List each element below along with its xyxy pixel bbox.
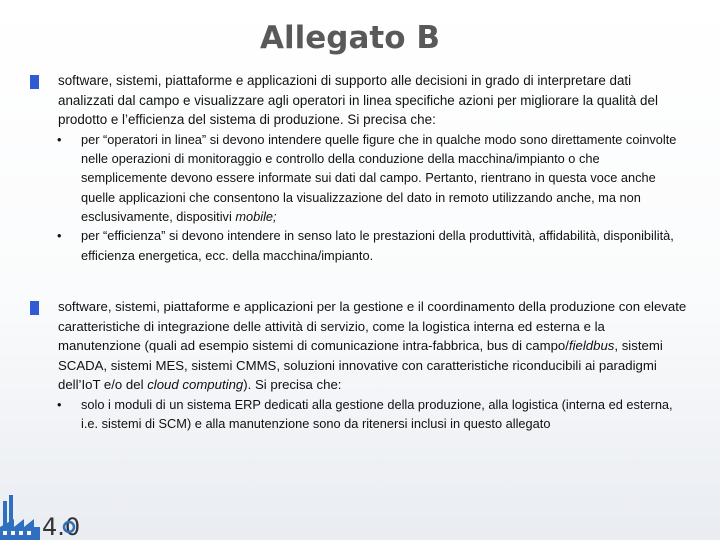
- page-title: Allegato B: [260, 20, 440, 56]
- bullet-icon: •: [57, 131, 62, 147]
- section-paragraph: [58, 71, 688, 130]
- paragraph-note: Si precisa che:: [343, 112, 436, 128]
- industry-logo: [0, 495, 82, 540]
- paragraph-text: , sistemi SCADA, sistemi MES, sistemi CMMS, soluzioni innovative con caratteristiche riconducibili ai paradigmi dell’IoT e/o del: [58, 338, 663, 393]
- section-paragraph: [58, 297, 688, 395]
- bullet-icon: •: [57, 228, 62, 244]
- bullet-icon: •: [57, 396, 62, 412]
- list-item: [57, 226, 688, 265]
- square-bullet-icon: [30, 301, 39, 315]
- logo-text: 4.0: [42, 513, 81, 540]
- fieldbus-term: fieldbus: [568, 338, 615, 354]
- paragraph-text: ). Si precisa che:: [243, 377, 342, 393]
- list-item-text: per “efficienza” si devono intendere in senso lato le prestazioni della produttività, affidabilità, disponibilità, efficienza energetica, ecc. della macchina/impianto.: [81, 228, 674, 263]
- list-item-italic: mobile;: [235, 208, 277, 224]
- paragraph-text: software, sistemi, piattaforme e applicazioni di supporto alle decisioni in grado di interpretare dati analizzati dal campo e visualizzare agli operatori in linea specifiche azioni per migliorare la qualità del prodotto e l’efficienza del sistema di produzione.: [58, 73, 658, 128]
- list-item: [57, 395, 688, 434]
- list-item-text: solo i moduli di un sistema ERP dedicati alla gestione della produzione, alla logistica (interna ed esterna, i.e. sistemi di SCM) e alla manutenzione sono da ritenersi inclusi in questo allegato: [81, 396, 673, 432]
- square-bullet-icon: [30, 75, 39, 89]
- section-decision-support: [58, 71, 688, 265]
- cloud-term: cloud computing: [147, 377, 244, 393]
- paragraph-text: software, sistemi, piattaforme e applicazioni per la gestione e il coordinamento della produzione con elevate caratteristiche di integrazione delle attività di servizio, come la logistica interna ed esterna e la manutenzione (quali ad esempio sistemi di comunicazione intra-fabbrica, bus di campo/: [58, 299, 687, 354]
- list-item: [57, 130, 688, 226]
- list-item-text: per “operatori in linea” si devono intendere quelle figure che in qualche modo sono direttamente coinvolte nelle operazioni di monitoraggio e controllo della conduzione della macchina/impianto o che semplicemente devono essere informate sui dati dal campo. Pertanto, rientrano in questa voce anche quelle applicazioni che consentono la visualizzazione del dato in remoto utilizzando anche, ma non esclusivamente, dispositivi: [81, 131, 677, 224]
- section-production-management: [58, 297, 688, 434]
